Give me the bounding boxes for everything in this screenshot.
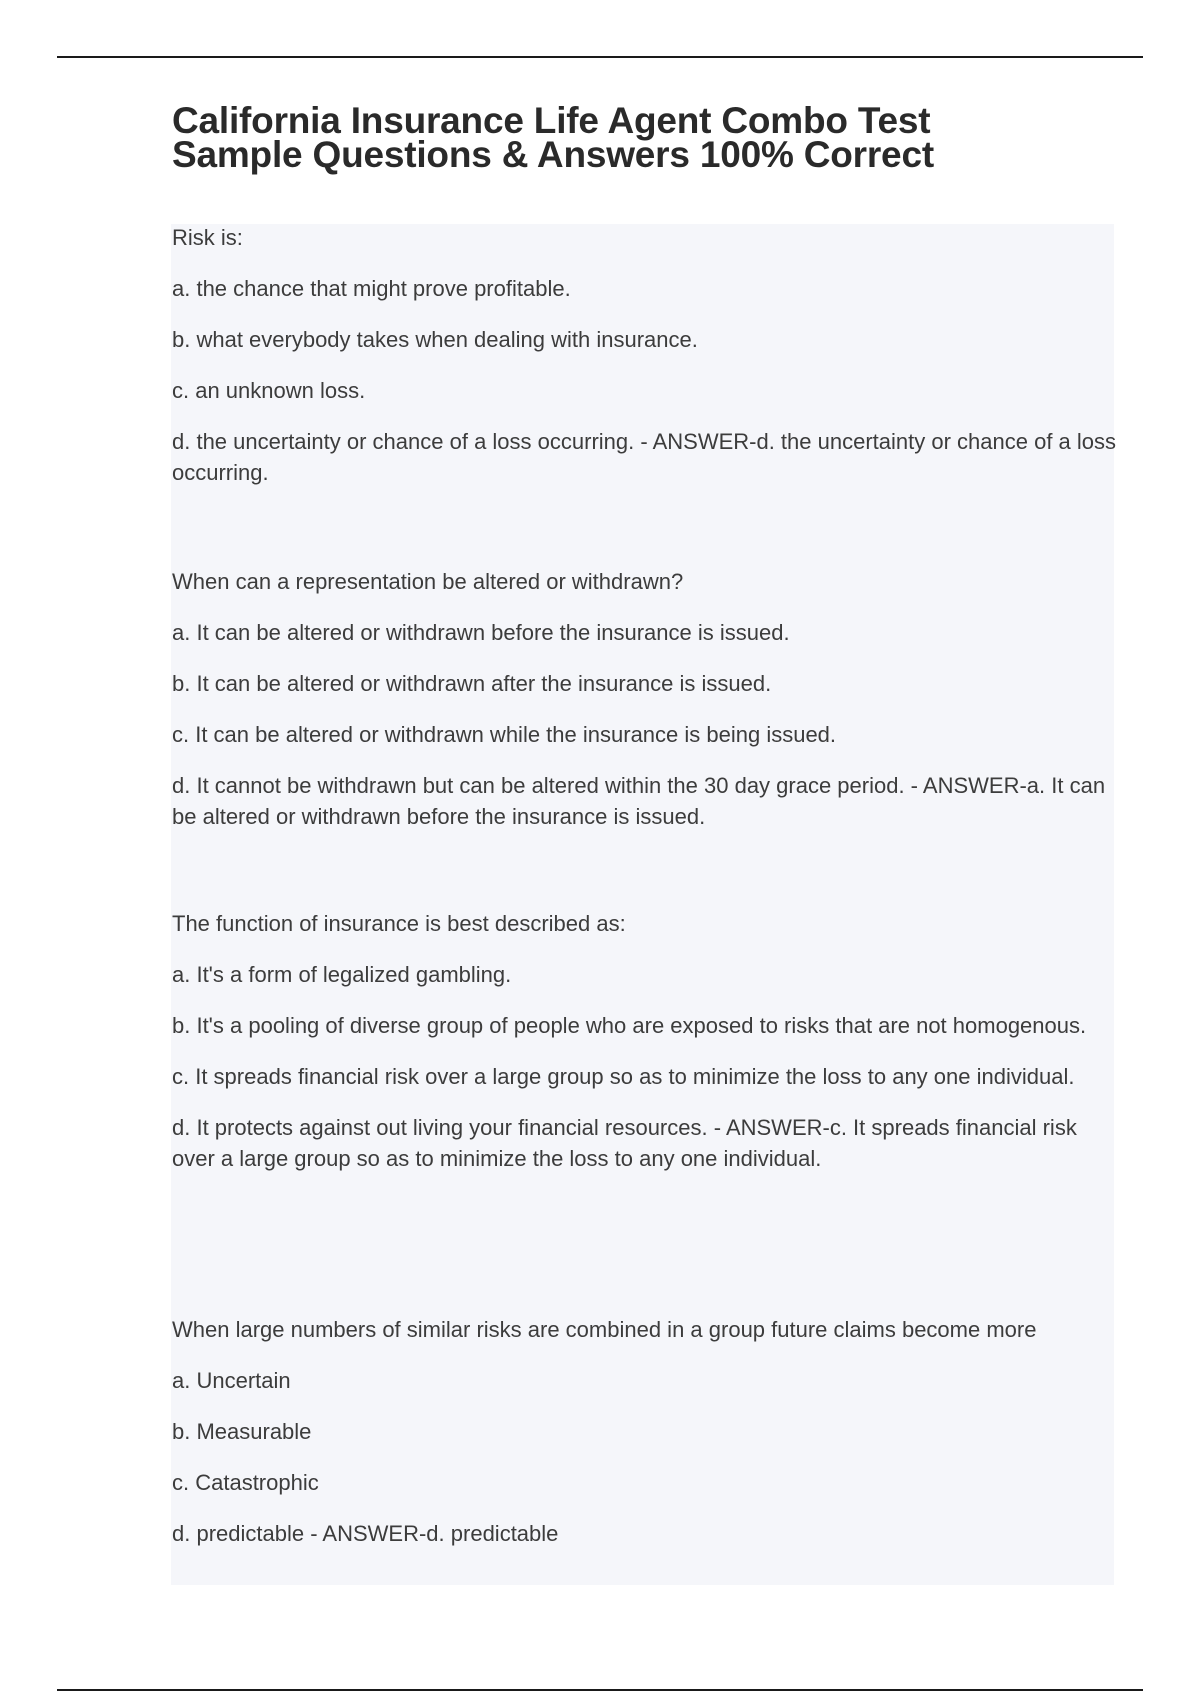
answer-option: c. Catastrophic [172,1470,319,1495]
document-title: California Insurance Life Agent Combo Test Sample Questions & Answers 100% Correct [172,100,934,175]
question-block [172,222,1117,508]
answer-option-with-answer: d. It cannot be withdrawn but can be altered within the 30 day grace period. - ANSWER-a. It can be altered or withdrawn before the insurance is issued. [172,773,1106,829]
answer-option: c. an unknown loss. [172,378,366,403]
answer-option: c. It spreads financial risk over a large group so as to minimize the loss to any one individual. [172,1064,1075,1089]
answer-option-with-answer: d. predictable - ANSWER-d. predictable [172,1521,559,1546]
question-block [172,566,1117,852]
answer-option-with-answer: d. It protects against out living your financial resources. - ANSWER-c. It spreads financial risk over a large group so as to minimize the loss to any one individual. [172,1115,1077,1171]
question-block [172,908,1117,1194]
question-stem: When large numbers of similar risks are combined in a group future claims become more [172,1317,1037,1342]
answer-option: b. what everybody takes when dealing with insurance. [172,327,698,352]
question-block [172,1314,1117,1569]
answer-option: b. It's a pooling of diverse group of people who are exposed to risks that are not homogenous. [172,1013,1087,1038]
bottom-divider [57,1689,1143,1691]
answer-option: a. the chance that might prove profitable. [172,276,571,301]
answer-option: b. Measurable [172,1419,312,1444]
answer-option: a. Uncertain [172,1368,291,1393]
answer-option-with-answer: d. the uncertainty or chance of a loss occurring. - ANSWER-d. the uncertainty or chance of a loss occurring. [172,429,1117,485]
answer-option: c. It can be altered or withdrawn while the insurance is being issued. [172,722,837,747]
answer-option: a. It can be altered or withdrawn before the insurance is issued. [172,620,790,645]
question-stem: The function of insurance is best described as: [172,911,626,936]
question-stem: Risk is: [172,225,243,250]
answer-option: a. It's a form of legalized gambling. [172,962,512,987]
question-stem: When can a representation be altered or withdrawn? [172,569,684,594]
answer-option: b. It can be altered or withdrawn after the insurance is issued. [172,671,772,696]
top-divider [57,56,1143,58]
